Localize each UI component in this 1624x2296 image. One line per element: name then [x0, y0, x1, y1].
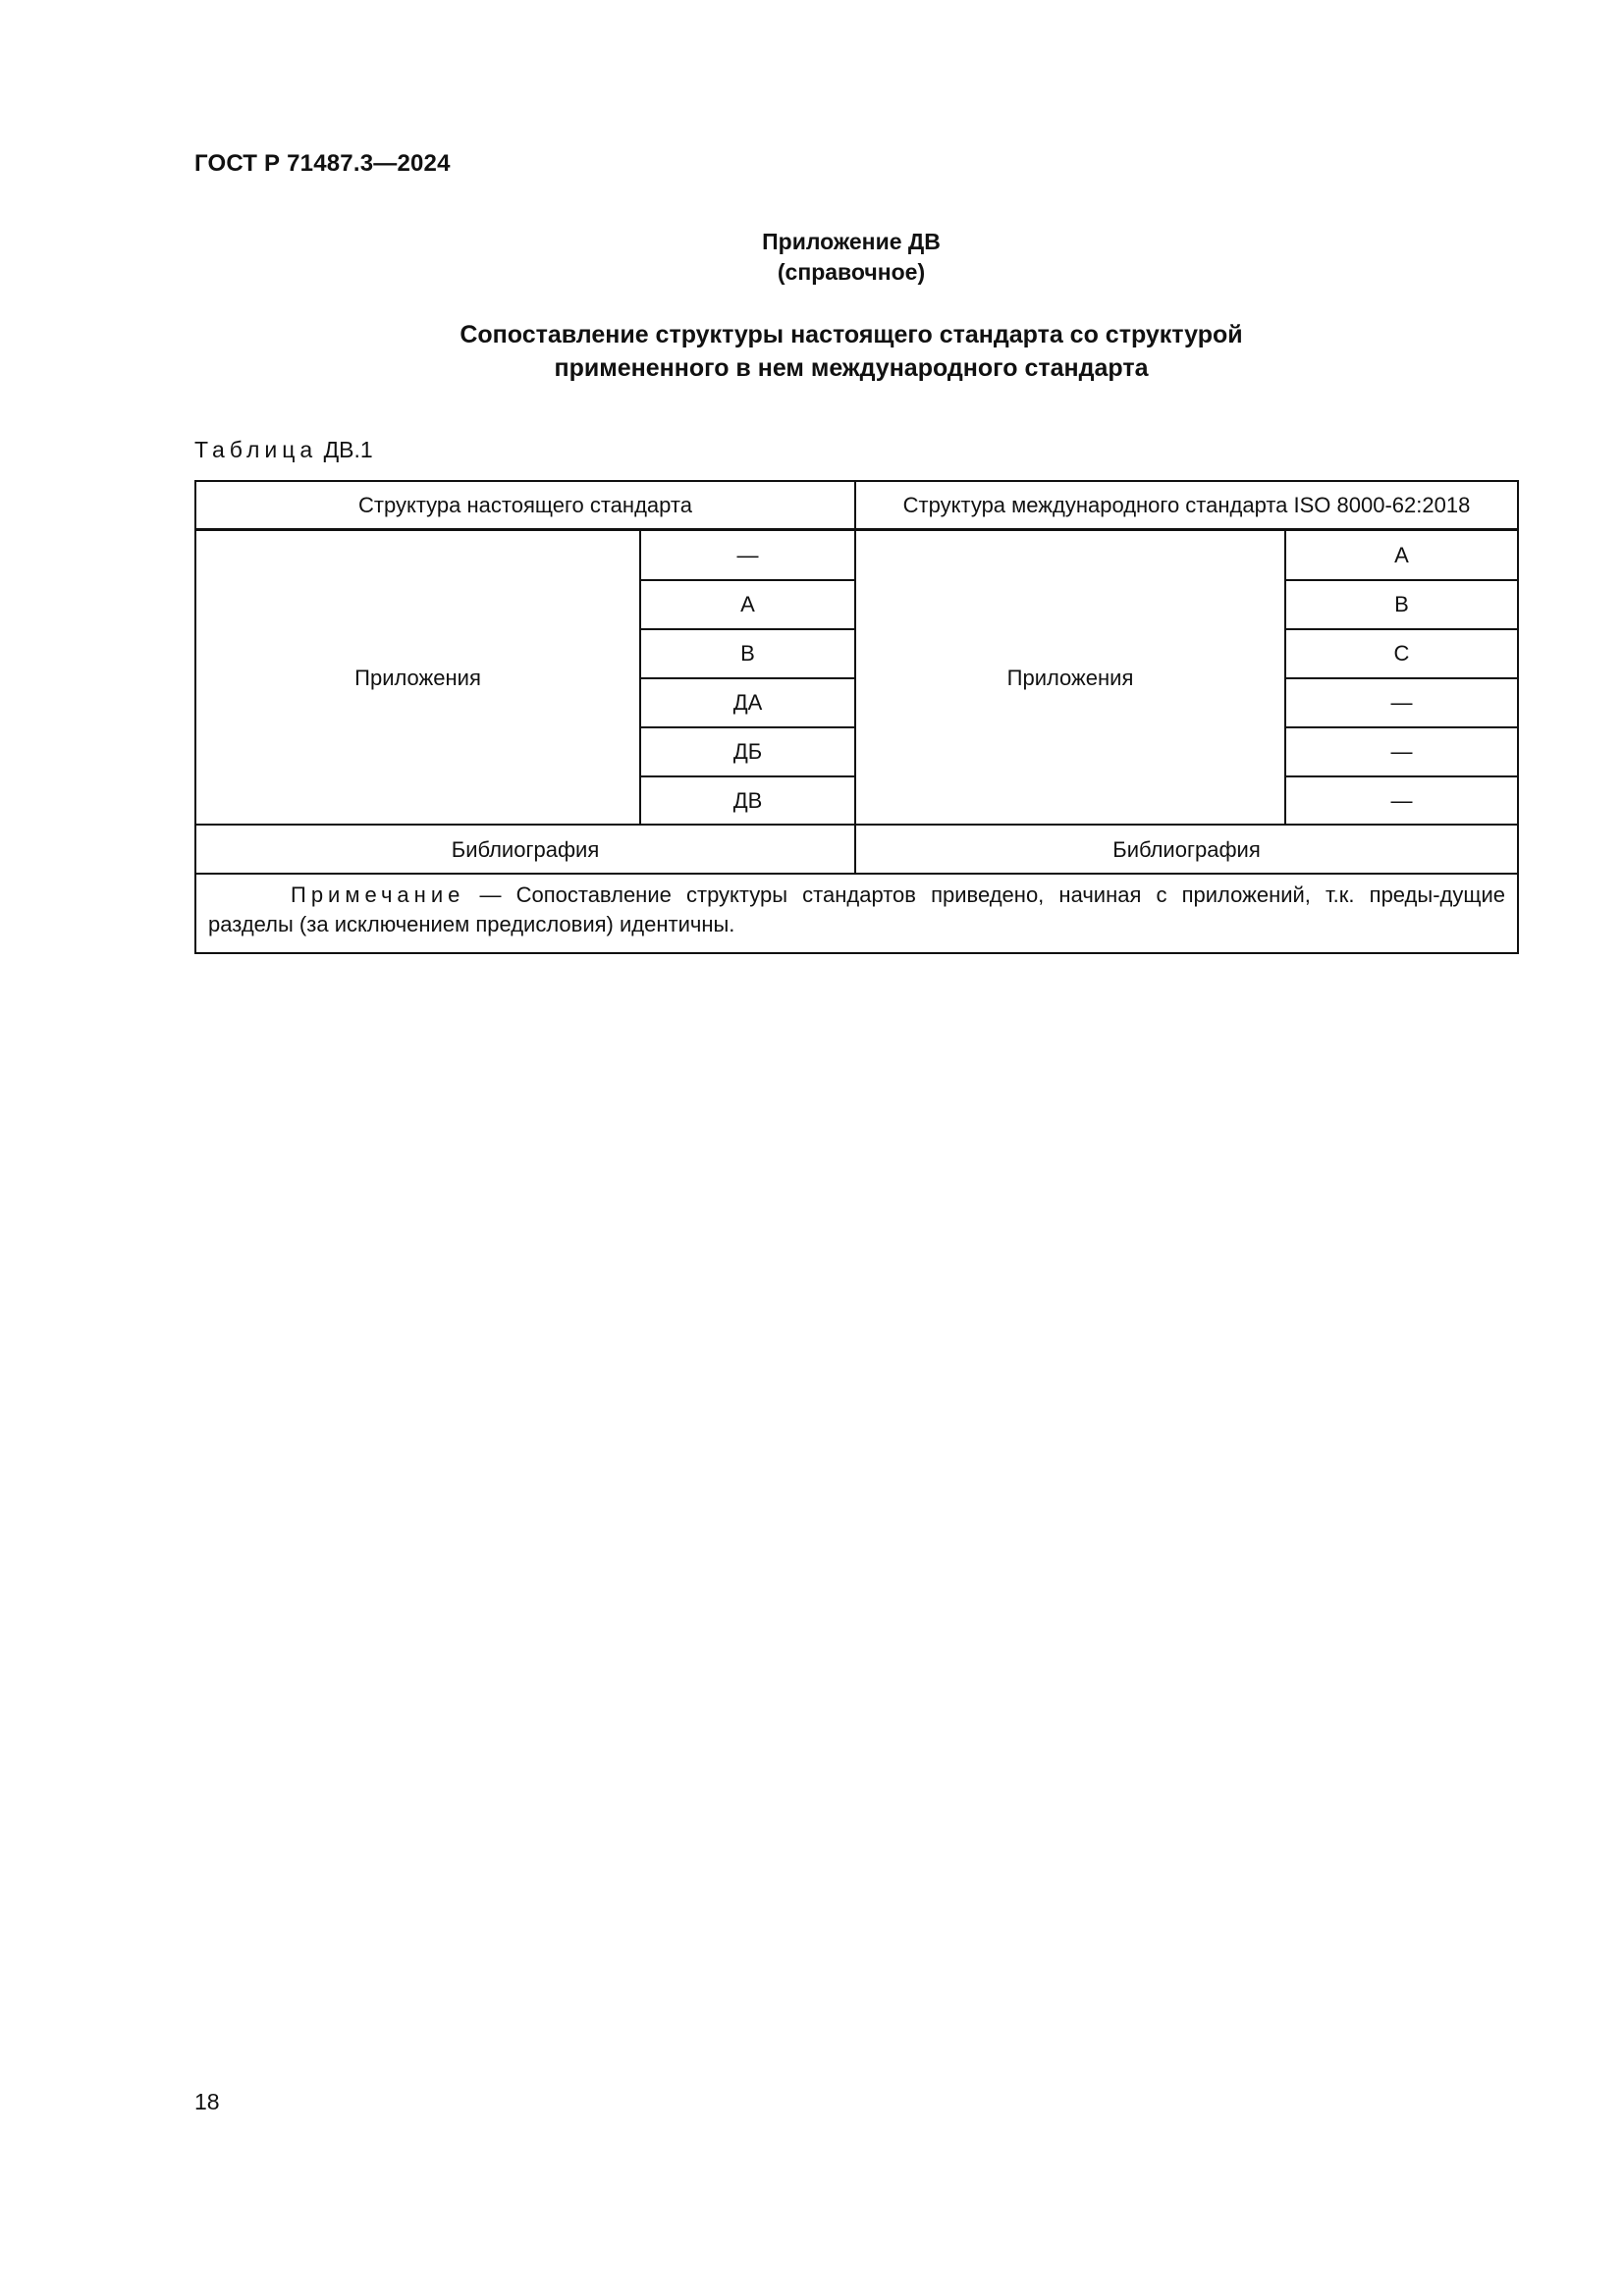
table-divider: [639, 775, 854, 777]
section-title-line-1: Сопоставление структуры настоящего стандарта со структурой: [460, 321, 1243, 348]
left-item-cell: А: [740, 592, 755, 616]
table-divider: [1284, 677, 1517, 679]
appendix-title: Приложение ДВ: [762, 229, 941, 254]
section-title-line-2: примененного в нем международного стандарта: [554, 354, 1149, 382]
table-divider: [196, 824, 1517, 826]
note-text: — Сопоставление структуры стандартов приведено, начиная с приложений, т.к. преды-дущие разделы (за исключением предисловия) идентичны.: [208, 882, 1505, 936]
note-label: Примечание: [291, 882, 465, 907]
table-note: [208, 881, 1505, 939]
table-caption-number: ДВ.1: [323, 437, 373, 462]
table-caption-label: Таблица: [194, 437, 318, 462]
bibliography-left: Библиография: [451, 836, 600, 862]
table-divider: [639, 628, 854, 630]
right-item-cell: —: [1390, 690, 1413, 715]
table-divider: [639, 677, 854, 679]
right-item-cell: С: [1393, 641, 1410, 666]
left-item-cell: ДБ: [732, 739, 763, 764]
table-header-left: Структура настоящего стандарта: [358, 492, 692, 517]
table-divider: [639, 726, 854, 728]
right-item-cell: —: [1390, 787, 1413, 813]
table-divider: [854, 482, 856, 875]
bibliography-right: Библиография: [1112, 836, 1261, 862]
group-label-left: Приложения: [354, 665, 481, 690]
left-item-cell: ДА: [732, 690, 763, 715]
group-label-right: Приложения: [1006, 665, 1134, 690]
structure-comparison-table: [194, 480, 1519, 954]
table-header-right: Структура международного стандарта ISO 8000-62:2018: [902, 492, 1471, 517]
right-item-cell: В: [1394, 592, 1409, 616]
table-caption: [194, 437, 373, 463]
section-title: [0, 318, 1624, 385]
table-divider: [639, 579, 854, 581]
right-item-cell: —: [1390, 739, 1413, 764]
document-code: ГОСТ Р 71487.3—2024: [194, 150, 451, 177]
left-item-cell: ДВ: [732, 787, 763, 813]
left-item-cell: —: [736, 543, 759, 567]
table-divider: [1284, 579, 1517, 581]
page-number: 18: [194, 2089, 220, 2114]
table-divider: [196, 530, 1517, 531]
table-divider: [1284, 628, 1517, 630]
right-item-cell: А: [1394, 543, 1409, 567]
table-divider: [196, 873, 1517, 875]
left-item-cell: В: [740, 641, 755, 666]
table-divider: [1284, 775, 1517, 777]
appendix-kind: (справочное): [777, 259, 926, 285]
table-divider: [1284, 726, 1517, 728]
